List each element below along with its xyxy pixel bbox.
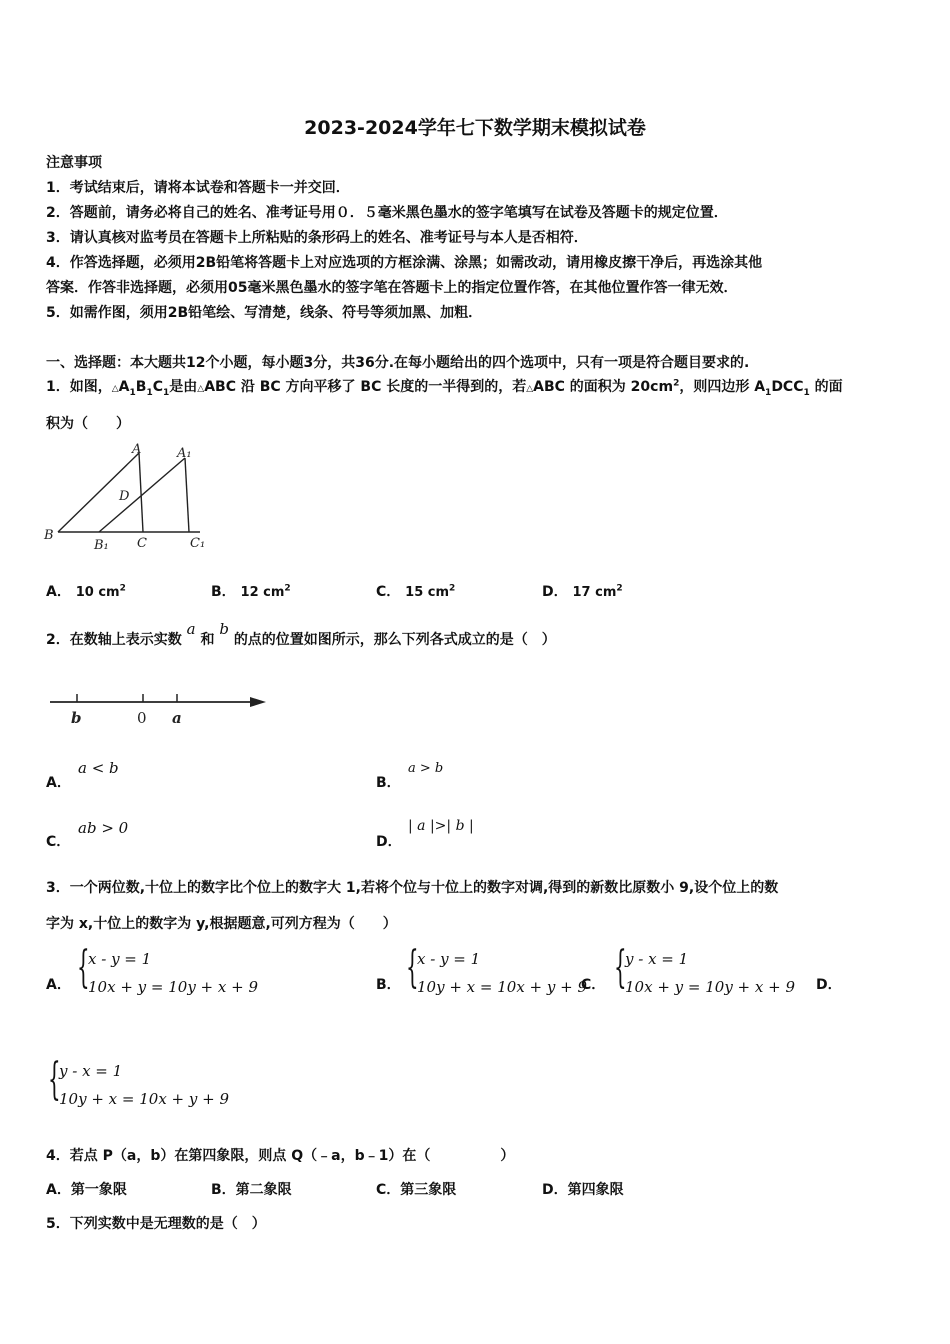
q2-option-d-letter[interactable]: D． bbox=[376, 834, 402, 850]
question-3-text-line2: 字为 x,十位上的数字为 y,根据题意,可列方程为（ ） bbox=[46, 916, 397, 932]
q1-option-d[interactable]: D． 17 $cm^2$ bbox=[542, 583, 623, 600]
page-title: 2023-2024学年七下数学期末模拟试卷 bbox=[304, 117, 646, 139]
notice-item: 2．答题前，请务必将自己的姓名、准考证号用０．５毫米黑色墨水的签字笔填写在试卷及答题卡的规定位置． bbox=[46, 205, 728, 221]
label-zero: 0 bbox=[137, 709, 147, 727]
question-5-text: 5．下列实数中是无理数的是（ ） bbox=[46, 1216, 266, 1232]
q3-option-a-eq2: 10x + y = 10y + x + 9 bbox=[88, 978, 259, 996]
question-2-text: 2．在数轴上表示实数 a 和 b 的点的位置如图所示，那么下列各式成立的是（ ） bbox=[46, 620, 556, 648]
side-A1C1 bbox=[185, 458, 189, 532]
q2-option-b-expr: a > b bbox=[408, 761, 444, 776]
q4-option-a[interactable]: A．第一象限 bbox=[46, 1182, 127, 1198]
label-C1: C₁ bbox=[190, 536, 206, 551]
q2-option-c-letter[interactable]: C． bbox=[46, 834, 71, 850]
q3-option-a-eq1: x - y = 1 bbox=[88, 950, 152, 968]
notice-heading: 注意事项 bbox=[46, 155, 102, 171]
label-B1: B₁ bbox=[94, 538, 109, 553]
q2-option-a-letter[interactable]: A． bbox=[46, 775, 71, 791]
q3-option-d-eq1: y - x = 1 bbox=[59, 1062, 123, 1080]
section-heading: 一、选择题：本大题共12个小题，每小题3分，共36分.在每小题给出的四个选项中，只有一项是符合题目要求的. bbox=[46, 355, 750, 371]
arrow-head bbox=[250, 697, 266, 707]
q4-option-d[interactable]: D．第四象限 bbox=[542, 1182, 624, 1198]
question-3-text: 3．一个两位数,十位上的数字比个位上的数字大 1,若将个位与十位上的数字对调,得到的新数比原数小 9,设个位上的数 bbox=[46, 880, 779, 896]
notice-item: 3．请认真核对监考员在答题卡上所粘贴的条形码上的姓名、准考证号与本人是否相符． bbox=[46, 230, 588, 246]
notice-item: 5．如需作图，须用2B铅笔绘、写清楚，线条、符号等须加黑、加粗． bbox=[46, 305, 483, 321]
q3-option-d-eq2: 10y + x = 10x + y + 9 bbox=[59, 1090, 230, 1108]
q1-option-a[interactable]: A． 10 $cm^2$ bbox=[46, 583, 126, 600]
label-b: b bbox=[71, 709, 82, 727]
brace-icon: { bbox=[406, 942, 419, 993]
question-1-text-line2: 积为（ ） bbox=[46, 416, 130, 432]
notice-item: 4．作答选择题，必须用2B铅笔将答题卡上对应选项的方框涂满、涂黑；如需改动，请用橡皮擦干净后，再选涂其他 bbox=[46, 255, 763, 271]
q2-option-d-expr: | a |>| b | bbox=[408, 818, 474, 834]
brace-icon: { bbox=[48, 1054, 61, 1105]
q4-option-c[interactable]: C．第三象限 bbox=[376, 1182, 457, 1198]
brace-icon: { bbox=[77, 942, 90, 993]
q3-option-c-eq1: y - x = 1 bbox=[625, 950, 689, 968]
q3-option-a-letter[interactable]: A． bbox=[46, 977, 71, 993]
label-D: D bbox=[119, 489, 130, 504]
q1-option-c[interactable]: C． 15 $cm^2$ bbox=[376, 583, 456, 600]
q3-option-c-eq2: 10x + y = 10y + x + 9 bbox=[625, 978, 796, 996]
q1-option-b[interactable]: B． 12 $cm^2$ bbox=[211, 583, 291, 600]
q3-option-b-eq1: x - y = 1 bbox=[417, 950, 481, 968]
q3-option-c-letter[interactable]: C． bbox=[581, 977, 606, 993]
notice-item: 答案．作答非选择题，必须用05毫米黑色墨水的签字笔在答题卡上的指定位置作答，在其他位置作答一律无效． bbox=[46, 280, 738, 296]
label-A: A bbox=[132, 442, 142, 457]
brace-icon: { bbox=[614, 942, 627, 993]
question-1-text: 1．如图，$\triangle A_1B_1C_1$是由△ABC 沿 BC 方向平移了 BC 长度的一半得到的，若△ABC 的面积为 $20cm^2$，则四边形 $A_1DCC_1$ 的面 bbox=[46, 378, 843, 398]
number-line-figure bbox=[44, 683, 274, 743]
q2-option-b-letter[interactable]: B． bbox=[376, 775, 401, 791]
triangle-translation-figure bbox=[40, 438, 220, 558]
q2-option-a-expr: a < b bbox=[78, 759, 119, 777]
q3-option-d-letter[interactable]: D． bbox=[816, 977, 842, 993]
label-A1: A₁ bbox=[177, 446, 192, 461]
side-AC bbox=[139, 453, 143, 532]
question-4-text: 4．若点 P（a，b）在第四象限，则点 Q（﹣a，b﹣1）在（ ） bbox=[46, 1148, 515, 1164]
label-B: B bbox=[44, 528, 54, 543]
label-a: a bbox=[172, 709, 182, 727]
notice-item: 1．考试结束后，请将本试卷和答题卡一并交回． bbox=[46, 180, 350, 196]
q3-option-b-letter[interactable]: B． bbox=[376, 977, 401, 993]
q3-option-b-eq2: 10y + x = 10x + y + 9 bbox=[417, 978, 588, 996]
q4-option-b[interactable]: B．第二象限 bbox=[211, 1182, 292, 1198]
label-C: C bbox=[137, 536, 147, 551]
q2-option-c-expr: ab > 0 bbox=[78, 819, 129, 837]
